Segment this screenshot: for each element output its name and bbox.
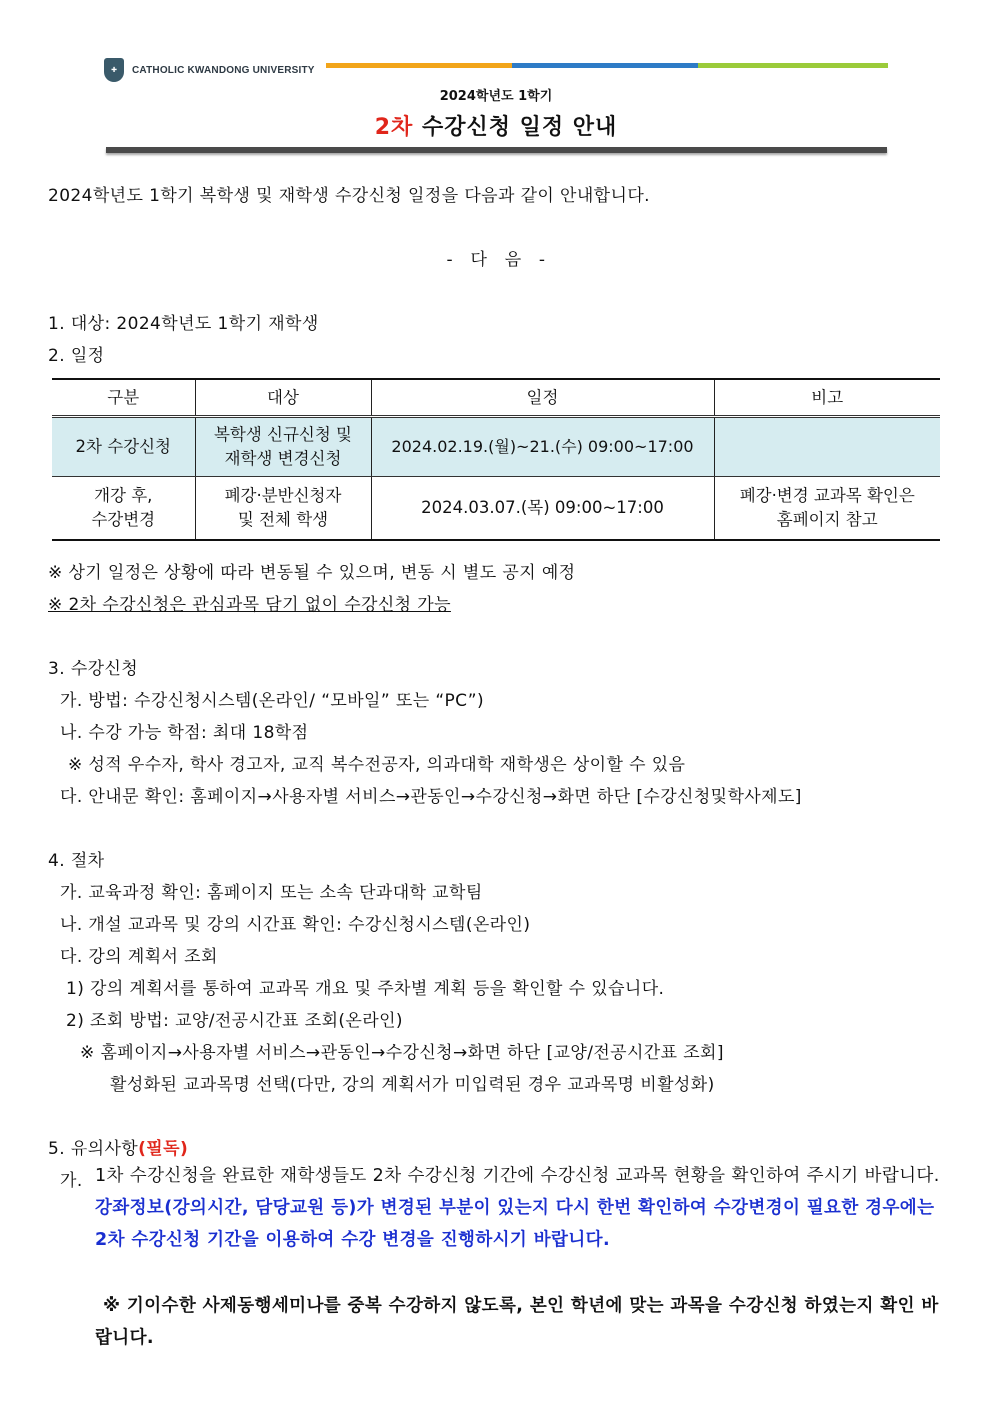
section-4-item-c1: 1) 강의 계획서를 통하여 교과목 개요 및 주차별 계획 등을 확인할 수 있습니다. [66, 979, 665, 999]
section-5-plain-text: 1차 수강신청을 완료한 재학생들도 2차 수강신청 기간에 수강신청 교과목 현황을 확인하여 주시기 바랍니다. [95, 1166, 940, 1186]
da-eum-heading: - 다 음 - [446, 250, 546, 270]
schedule-note-underlined: ※ 2차 수강신청은 관심과목 담기 없이 수강신청 가능 [48, 595, 451, 615]
university-logo [104, 58, 315, 82]
document-title [0, 110, 992, 141]
header-bar-blue [512, 63, 698, 68]
section-5-item-a [95, 1160, 945, 1256]
table-header-cell: 구분 [52, 379, 195, 417]
section-3-item-a: 가. 방법: 수강신청시스템(온라인/ “모바일” 또는 “PC”) [60, 691, 485, 711]
table-cell: 폐강·분반신청자 및 전체 학생 [195, 477, 371, 541]
table-header-row [52, 379, 940, 417]
section-3-title: 3. 수강신청 [48, 659, 139, 679]
title-round: 2차 [374, 115, 414, 140]
section-4-item-c2: 2) 조회 방법: 교양/전공시간표 조회(온라인) [66, 1011, 403, 1031]
schedule-table [52, 378, 940, 541]
section-3-item-b: 나. 수강 가능 학점: 최대 18학점 [60, 723, 309, 743]
section-5-item-prefix: 가. [60, 1171, 83, 1191]
section-3-item-b-note: ※ 성적 우수자, 학사 경고자, 교직 복수전공자, 의과대학 재학생은 상이할 수 있음 [68, 755, 686, 775]
table-cell: 2차 수강신청 [52, 417, 195, 477]
section-4-item-b: 나. 개설 교과목 및 강의 시간표 확인: 수강신청시스템(온라인) [60, 915, 531, 935]
intro-text: 2024학년도 1학기 복학생 및 재학생 수강신청 일정을 다음과 같이 안내합니다. [48, 186, 650, 206]
section-2-title: 2. 일정 [48, 346, 105, 366]
document-subtitle: 2024학년도 1학기 [439, 89, 553, 104]
table-header-cell: 일정 [371, 379, 714, 417]
section-4-item-c: 다. 강의 계획서 조회 [60, 947, 218, 967]
section-4-c2-note: ※ 홈페이지→사용자별 서비스→관동인→수강신청→화면 하단 [교양/전공시간표 조회] [80, 1043, 724, 1063]
table-cell: 복학생 신규신청 및 재학생 변경신청 [195, 417, 371, 477]
schedule-note: ※ 상기 일정은 상황에 따라 변동될 수 있으며, 변동 시 별도 공지 예정 [48, 563, 576, 583]
title-underline-bar [106, 147, 887, 153]
table-row [52, 477, 940, 541]
section-5-highlight-text: 강좌정보(강의시간, 담당교원 등)가 변경된 부분이 있는지 다시 한번 확인하여 수강변경이 필요한 경우에는 2차 수강신청 기간을 이용하여 수강 변경을 진행하시기 바랍니다. [95, 1198, 935, 1250]
table-row [52, 417, 940, 477]
section-3-item-c: 다. 안내문 확인: 홈페이지→사용자별 서비스→관동인→수강신청→화면 하단 [수강신청및학사제도] [60, 787, 802, 807]
table-cell: 폐강·변경 교과목 확인은 홈페이지 참고 [714, 477, 940, 541]
university-name: CATHOLIC KWANDONG UNIVERSITY [132, 64, 315, 76]
table-header-cell: 대상 [195, 379, 371, 417]
section-4-c2-note-cont: 활성화된 교과목명 선택(다만, 강의 계획서가 미입력된 경우 교과목명 비활성화) [110, 1075, 715, 1095]
section-5-title-text: 5. 유의사항 [48, 1139, 139, 1159]
title-text: 수강신청 일정 안내 [413, 115, 618, 140]
table-header-cell: 비고 [714, 379, 940, 417]
university-seal-icon: ✚ [104, 58, 124, 82]
table-cell [714, 417, 940, 477]
section-4-item-a: 가. 교육과정 확인: 홈페이지 또는 소속 단과대학 교학팀 [60, 883, 483, 903]
must-read-label: (필독) [138, 1139, 189, 1159]
table-cell: 2024.03.07.(목) 09:00~17:00 [371, 477, 714, 541]
section-4-title: 4. 절차 [48, 851, 105, 871]
section-1-target: 1. 대상: 2024학년도 1학기 재학생 [48, 314, 319, 334]
table-cell: 2024.02.19.(월)~21.(수) 09:00~17:00 [371, 417, 714, 477]
header-bar-orange [326, 63, 512, 68]
table-cell: 개강 후, 수강변경 [52, 477, 195, 541]
section-5-title [48, 1134, 188, 1159]
section-5-note: ※ 기이수한 사제동행세미나를 중복 수강하지 않도록, 본인 학년에 맞는 과목을 수강신청 하였는지 확인 바랍니다. [95, 1296, 939, 1348]
header-bar-green [698, 63, 888, 68]
